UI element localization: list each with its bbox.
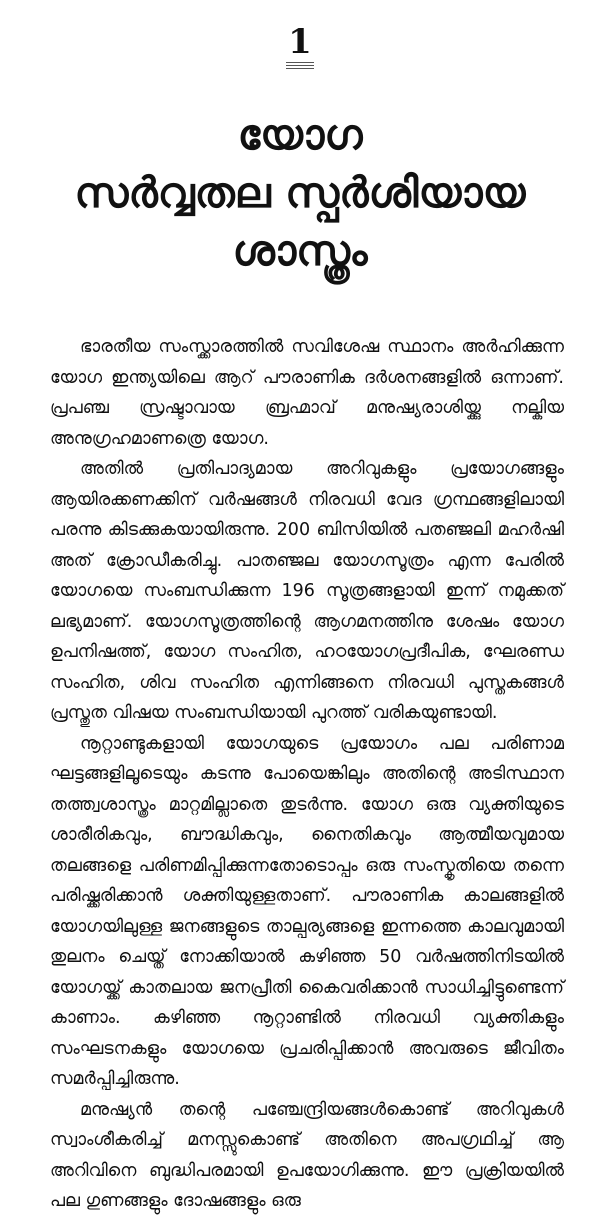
- chapter-title-line-2: സർവ്വതല സ്പർശിയായ: [74, 168, 526, 217]
- paragraph: മനുഷ്യൻ തന്റെ പഞ്ചേന്ദ്രിയങ്ങൾകൊണ്ട് അറിവുകൾ സ്വാംശീകരിച്ച് മനസ്സുകൊണ്ട് അതിനെ അപഗ്രഥിച്ച് ആ അറിവിനെ ബുദ്ധിപരമായി ഉപയോഗിക്കുന്നു. ഈ പ്രക്രിയയിൽ പല ഗുണങ്ങളും ദോഷങ്ങളും ഒരു: [50, 1099, 564, 1211]
- chapter-title: [20, 106, 580, 280]
- body-text: [50, 332, 564, 1217]
- chapter-number: 1: [288, 22, 312, 62]
- paragraph: അതിൽ പ്രതിപാദ്യമായ അറിവുകളും പ്രയോഗങ്ങളും ആയിരക്കണക്കിന് വർഷങ്ങൾ നിരവധി വേദ ഗ്രന്ഥങ്ങളിലായി പരന്നു കിടക്കുകയായിരുന്നു. 200 ബിസിയിൽ പതഞ്ജലി മഹർഷി അത് ക്രോഡീകരിച്ചു. പാതഞ്ജല യോഗസൂത്രം എന്ന പേരിൽ യോഗയെ സംബന്ധിക്കുന്ന 196 സൂത്രങ്ങളായി ഇന്ന് നമുക്കത് ലഭ്യമാണ്. യോഗസൂത്രത്തിന്റെ ആഗമനത്തിനു ശേഷം യോഗ ഉപനിഷത്ത്, യോഗ സംഹിത, ഹഠയോഗപ്രദീപിക, ഘേരണ്ഡ സംഹിത, ശിവ സംഹിത എന്നിങ്ങനെ നിരവധി പുസ്തകങ്ങൾ പ്രസ്തുത വിഷയ സംബന്ധിയായി പുറത്ത് വരികയുണ്ടായി.: [50, 459, 564, 723]
- chapter-title-line-3: ശാസ്ത്രം: [232, 226, 368, 275]
- chapter-number-underline: [286, 62, 314, 71]
- chapter-title-line-1: യോഗ: [237, 110, 363, 159]
- paragraph: നൂറ്റാണ്ടുകളായി യോഗയുടെ പ്രയോഗം പല പരിണാമ ഘട്ടങ്ങളിലൂടെയും കടന്നു പോയെങ്കിലും അതിന്റെ അടിസ്ഥാന തത്ത്വശാസ്ത്രം മാറ്റമില്ലാതെ തുടർന്നു. യോഗ ഒരു വ്യക്തിയുടെ ശാരീരികവും, ബൗദ്ധികവും, നൈതികവും ആത്മീയവുമായ തലങ്ങളെ പരിണമിപ്പിക്കുന്നതോടൊപ്പം ഒരു സംസ്കൃതിയെ തന്നെ പരിഷ്ക്കരിക്കാൻ ശക്തിയുള്ളതാണ്. പൗരാണിക കാലങ്ങളിൽ യോഗയിലുള്ള ജനങ്ങളുടെ താല്പര്യങ്ങളെ ഇന്നത്തെ കാലവുമായി തുലനം ചെയ്ത് നോക്കിയാൽ കഴിഞ്ഞ 50 വർഷത്തിനിടയിൽ യോഗയ്ക്ക് കാതലായ ജനപ്രീതി കൈവരിക്കാൻ സാധിച്ചിട്ടുണ്ടെന്ന് കാണാം. കഴിഞ്ഞ നൂറ്റാണ്ടിൽ നിരവധി വ്യക്തികളും സംഘടനകളും യോഗയെ പ്രചരിപ്പിക്കാൻ അവരുടെ ജീവിതം സമർപ്പിച്ചിരുന്നു.: [50, 733, 564, 1089]
- paragraph: ഭാരതീയ സംസ്ക്കാരത്തിൽ സവിശേഷ സ്ഥാനം അർഹിക്കുന്ന യോഗ ഇന്ത്യയിലെ ആറ് പൗരാണിക ദർശനങ്ങളിൽ ഒന്നാണ്. പ്രപഞ്ച സ്രഷ്ടാവായ ബ്രഹ്മാവ് മനുഷ്യരാശിയ്ക്കു നല്കിയ അനുഗ്രഹമാണത്രെ യോഗ.: [50, 337, 564, 449]
